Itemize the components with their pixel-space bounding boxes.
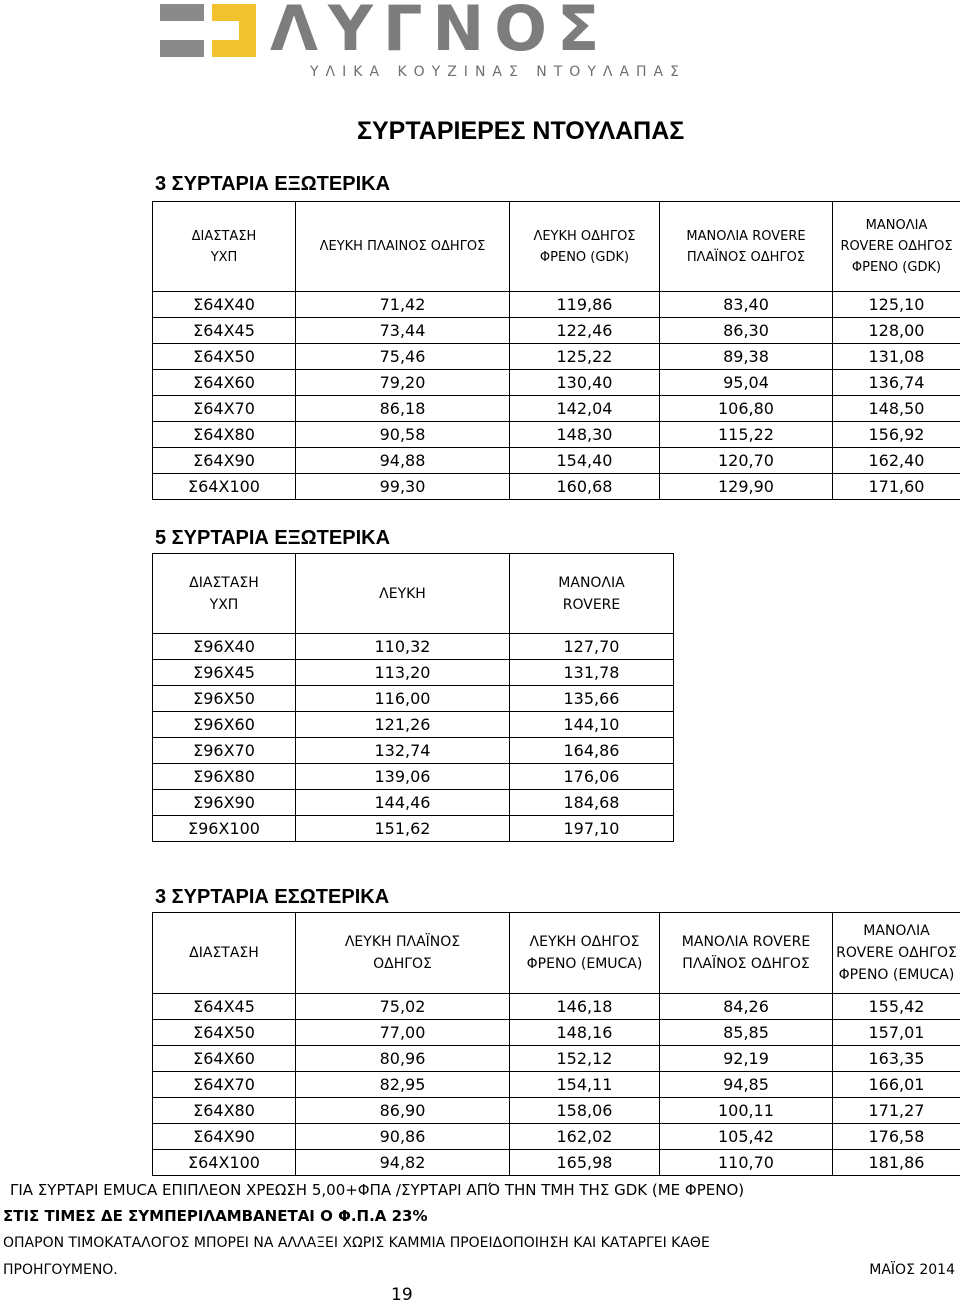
price-cell: 144,10: [510, 712, 674, 738]
price-cell: 128,00: [833, 318, 960, 344]
column-header: [833, 202, 960, 292]
price-table-5-external: [152, 553, 674, 842]
column-header-line: ΠΛΑΪΝΟΣ ΟΔΗΓΟΣ: [682, 956, 810, 972]
column-header-line: ΜΑΝΟΛΙΑ ROVERE: [686, 228, 806, 244]
price-cell: 84,26: [660, 994, 833, 1020]
price-cell: 125,10: [833, 292, 960, 318]
price-cell: 154,40: [510, 448, 660, 474]
price-cell: 122,46: [510, 318, 660, 344]
column-header: [510, 913, 660, 994]
price-cell: 135,66: [510, 686, 674, 712]
price-cell: 105,42: [660, 1124, 833, 1150]
price-cell: 83,40: [660, 292, 833, 318]
price-cell: 176,58: [833, 1124, 960, 1150]
price-cell: 94,88: [296, 448, 510, 474]
table-row: [153, 1124, 960, 1150]
price-table-3-internal: [152, 912, 960, 1176]
price-cell: 86,18: [296, 396, 510, 422]
price-cell: 90,86: [296, 1124, 510, 1150]
column-header-line: ΦΡΕΝΟ (GDK): [539, 249, 630, 265]
table-row: [153, 764, 674, 790]
dimension-cell: Σ64Χ90: [153, 448, 296, 474]
price-cell: 163,35: [833, 1046, 960, 1072]
table-row: [153, 1020, 960, 1046]
price-cell: 75,46: [296, 344, 510, 370]
price-cell: 130,40: [510, 370, 660, 396]
price-cell: 197,10: [510, 816, 674, 842]
column-header-line: ΜΑΝΟΛΙΑ: [558, 574, 625, 591]
dimension-cell: Σ64Χ100: [153, 474, 296, 500]
price-cell: 100,11: [660, 1098, 833, 1124]
price-cell: 152,12: [510, 1046, 660, 1072]
column-header-line: ΦΡΕΝΟ (EMUCA): [526, 956, 643, 972]
section-title-3-external: 3 ΣΥΡΤΑΡΙΑ ΕΞΩΤΕΡΙΚΑ: [155, 173, 391, 195]
dimension-cell: Σ64Χ70: [153, 1072, 296, 1098]
price-cell: 90,58: [296, 422, 510, 448]
table-row: [153, 816, 674, 842]
column-header: [660, 913, 833, 994]
price-cell: 116,00: [296, 686, 510, 712]
column-header: [153, 913, 296, 994]
dimension-cell: Σ64Χ70: [153, 396, 296, 422]
column-header-line: ΛΕΥΚΗ: [379, 585, 426, 602]
column-header-line: ΜΑΝΟΛΙΑ ROVERE: [681, 934, 811, 950]
price-cell: 119,86: [510, 292, 660, 318]
price-cell: 86,30: [660, 318, 833, 344]
price-cell: 73,44: [296, 318, 510, 344]
table-header-row: [153, 913, 960, 994]
price-cell: 148,30: [510, 422, 660, 448]
price-cell: 80,96: [296, 1046, 510, 1072]
column-header-line: ΥΧΠ: [209, 596, 239, 613]
column-header-line: ΜΑΝΟΛΙΑ: [865, 218, 928, 233]
table-header-row: [153, 554, 674, 634]
price-cell: 92,19: [660, 1046, 833, 1072]
price-cell: 82,95: [296, 1072, 510, 1098]
price-cell: 139,06: [296, 764, 510, 790]
column-header-line: ΦΡΕΝΟ (GDK): [851, 260, 942, 275]
dimension-cell: Σ96Χ60: [153, 712, 296, 738]
price-cell: 144,46: [296, 790, 510, 816]
column-header: [296, 202, 510, 292]
price-cell: 94,85: [660, 1072, 833, 1098]
price-cell: 154,11: [510, 1072, 660, 1098]
price-cell: 95,04: [660, 370, 833, 396]
dimension-cell: Σ64Χ50: [153, 344, 296, 370]
table-row: [153, 318, 960, 344]
price-cell: 142,04: [510, 396, 660, 422]
column-header: [296, 554, 510, 634]
validity-note-line2: ΠΡΟΗΓΟΥΜΕΝΟ.: [3, 1262, 118, 1278]
column-header-line: ROVERE ΟΔΗΓΟΣ: [836, 945, 957, 961]
logo-wordmark: ΛΥΓΝΟΣ: [270, 0, 610, 65]
table-header-row: [153, 202, 960, 292]
price-cell: 162,40: [833, 448, 960, 474]
column-header: [660, 202, 833, 292]
brand-logo: [160, 0, 720, 80]
price-cell: 166,01: [833, 1072, 960, 1098]
price-cell: 121,26: [296, 712, 510, 738]
column-header-line: ΛΕΥΚΗ ΠΛΑΙΝΟΣ ΟΔΗΓΟΣ: [319, 239, 486, 254]
column-header-line: ROVERE ΟΔΗΓΟΣ: [840, 239, 953, 254]
dimension-cell: Σ64Χ100: [153, 1150, 296, 1176]
dimension-cell: Σ64Χ50: [153, 1020, 296, 1046]
dimension-cell: Σ96Χ70: [153, 738, 296, 764]
column-header: [510, 202, 660, 292]
dimension-cell: Σ64Χ80: [153, 422, 296, 448]
price-cell: 85,85: [660, 1020, 833, 1046]
table-row: [153, 634, 674, 660]
price-cell: 181,86: [833, 1150, 960, 1176]
column-header-line: ΠΛΑΪΝΟΣ ΟΔΗΓΟΣ: [686, 249, 806, 265]
logo-mark-icon: [160, 0, 260, 62]
price-cell: 171,60: [833, 474, 960, 500]
price-cell: 131,78: [510, 660, 674, 686]
price-cell: 156,92: [833, 422, 960, 448]
dimension-cell: Σ64Χ80: [153, 1098, 296, 1124]
price-cell: 79,20: [296, 370, 510, 396]
price-cell: 148,16: [510, 1020, 660, 1046]
price-cell: 184,68: [510, 790, 674, 816]
price-cell: 86,90: [296, 1098, 510, 1124]
price-cell: 148,50: [833, 396, 960, 422]
emuca-note: ΓΙΑ ΣΥΡΤΑΡΙ EMUCA ΕΠΙΠΛΕΟΝ ΧΡΕΩΣΗ 5,00+ΦΠΑ /ΣΥΡΤΑΡΙ ΑΠΌ ΤΗΝ ΤΜΗ ΤΗΣ GDK (ΜΕ ΦΡΕΝΟ): [10, 1181, 745, 1199]
table-row: [153, 712, 674, 738]
table-row: [153, 344, 960, 370]
dimension-cell: Σ96Χ90: [153, 790, 296, 816]
price-cell: 94,82: [296, 1150, 510, 1176]
table-row: [153, 448, 960, 474]
price-cell: 99,30: [296, 474, 510, 500]
issue-date: ΜΑΪΟΣ 2014: [869, 1262, 955, 1278]
price-cell: 136,74: [833, 370, 960, 396]
table-row: [153, 396, 960, 422]
dimension-cell: Σ96Χ50: [153, 686, 296, 712]
column-header: [296, 913, 510, 994]
table-row: [153, 790, 674, 816]
price-cell: 158,06: [510, 1098, 660, 1124]
section-title-3-internal: 3 ΣΥΡΤΑΡΙΑ ΕΣΩΤΕΡΙΚΑ: [155, 886, 390, 908]
dimension-cell: Σ96Χ100: [153, 816, 296, 842]
page-number: 19: [391, 1285, 413, 1305]
column-header-line: ΛΕΥΚΗ ΟΔΗΓΟΣ: [529, 934, 640, 950]
price-cell: 165,98: [510, 1150, 660, 1176]
column-header-line: ΦΡΕΝΟ (EMUCA): [838, 967, 955, 983]
dimension-cell: Σ64Χ45: [153, 318, 296, 344]
price-cell: 110,70: [660, 1150, 833, 1176]
table-row: [153, 1150, 960, 1176]
table-row: [153, 994, 960, 1020]
dimension-cell: Σ96Χ45: [153, 660, 296, 686]
column-header-line: ROVERE: [562, 596, 621, 613]
price-cell: 132,74: [296, 738, 510, 764]
dimension-cell: Σ64Χ90: [153, 1124, 296, 1150]
column-header-line: ΜΑΝΟΛΙΑ: [863, 923, 930, 939]
price-table-3-external: [152, 201, 960, 500]
table-row: [153, 660, 674, 686]
column-header-line: ΔΙΑΣΤΑΣΗ: [189, 945, 259, 961]
dimension-cell: Σ96Χ80: [153, 764, 296, 790]
column-header: [153, 554, 296, 634]
page-title: ΣΥΡΤΑΡΙΕΡΕΣ ΝΤΟΥΛΑΠΑΣ: [357, 117, 685, 145]
price-cell: 155,42: [833, 994, 960, 1020]
section-title-5-external: 5 ΣΥΡΤΑΡΙΑ ΕΞΩΤΕΡΙΚΑ: [155, 527, 391, 549]
price-cell: 77,00: [296, 1020, 510, 1046]
dimension-cell: Σ64Χ40: [153, 292, 296, 318]
price-cell: 125,22: [510, 344, 660, 370]
price-cell: 129,90: [660, 474, 833, 500]
table-row: [153, 738, 674, 764]
table-row: [153, 370, 960, 396]
price-cell: 160,68: [510, 474, 660, 500]
price-cell: 146,18: [510, 994, 660, 1020]
table-row: [153, 686, 674, 712]
price-cell: 127,70: [510, 634, 674, 660]
table-row: [153, 422, 960, 448]
dimension-cell: Σ96Χ40: [153, 634, 296, 660]
column-header-line: ΛΕΥΚΗ ΠΛΑΪΝΟΣ: [344, 934, 461, 950]
price-cell: 151,62: [296, 816, 510, 842]
column-header: [510, 554, 674, 634]
column-header-line: ΔΙΑΣΤΑΣΗ: [189, 574, 259, 591]
column-header-line: ΥΧΠ: [210, 249, 238, 265]
price-cell: 113,20: [296, 660, 510, 686]
price-cell: 115,22: [660, 422, 833, 448]
dimension-cell: Σ64Χ60: [153, 370, 296, 396]
price-cell: 110,32: [296, 634, 510, 660]
price-cell: 176,06: [510, 764, 674, 790]
price-cell: 106,80: [660, 396, 833, 422]
price-cell: 71,42: [296, 292, 510, 318]
price-cell: 171,27: [833, 1098, 960, 1124]
table-row: [153, 474, 960, 500]
vat-note: ΣΤΙΣ ΤΙΜΕΣ ΔΕ ΣΥΜΠΕΡΙΛΑΜΒΑΝΕΤΑΙ Ο Φ.Π.Α 23%: [3, 1207, 428, 1225]
price-cell: 120,70: [660, 448, 833, 474]
price-cell: 157,01: [833, 1020, 960, 1046]
dimension-cell: Σ64Χ60: [153, 1046, 296, 1072]
column-header-line: ΔΙΑΣΤΑΣΗ: [191, 228, 257, 244]
column-header-line: ΟΔΗΓΟΣ: [373, 956, 432, 972]
table-row: [153, 1098, 960, 1124]
price-cell: 164,86: [510, 738, 674, 764]
price-cell: 89,38: [660, 344, 833, 370]
table-row: [153, 292, 960, 318]
price-cell: 162,02: [510, 1124, 660, 1150]
table-row: [153, 1046, 960, 1072]
column-header: [153, 202, 296, 292]
table-row: [153, 1072, 960, 1098]
logo-tagline: ΥΛΙΚΑ ΚΟΥΖΙΝΑΣ ΝΤΟΥΛΑΠΑΣ: [310, 64, 686, 80]
column-header: [833, 913, 960, 994]
validity-note-line1: ΟΠΑΡΟΝ ΤΙΜΟΚΑΤΑΛΟΓΟΣ ΜΠΟΡΕΙ ΝΑ ΑΛΛΑΞΕΙ ΧΩΡΙΣ ΚΑΜΜΙΑ ΠΡΟΕΙΔΟΠΟΙΗΣΗ ΚΑΙ ΚΑΤΑΡΓΕΙ ΚΑΘΕ: [3, 1235, 710, 1251]
price-cell: 131,08: [833, 344, 960, 370]
dimension-cell: Σ64Χ45: [153, 994, 296, 1020]
price-cell: 75,02: [296, 994, 510, 1020]
column-header-line: ΛΕΥΚΗ ΟΔΗΓΟΣ: [533, 228, 636, 244]
